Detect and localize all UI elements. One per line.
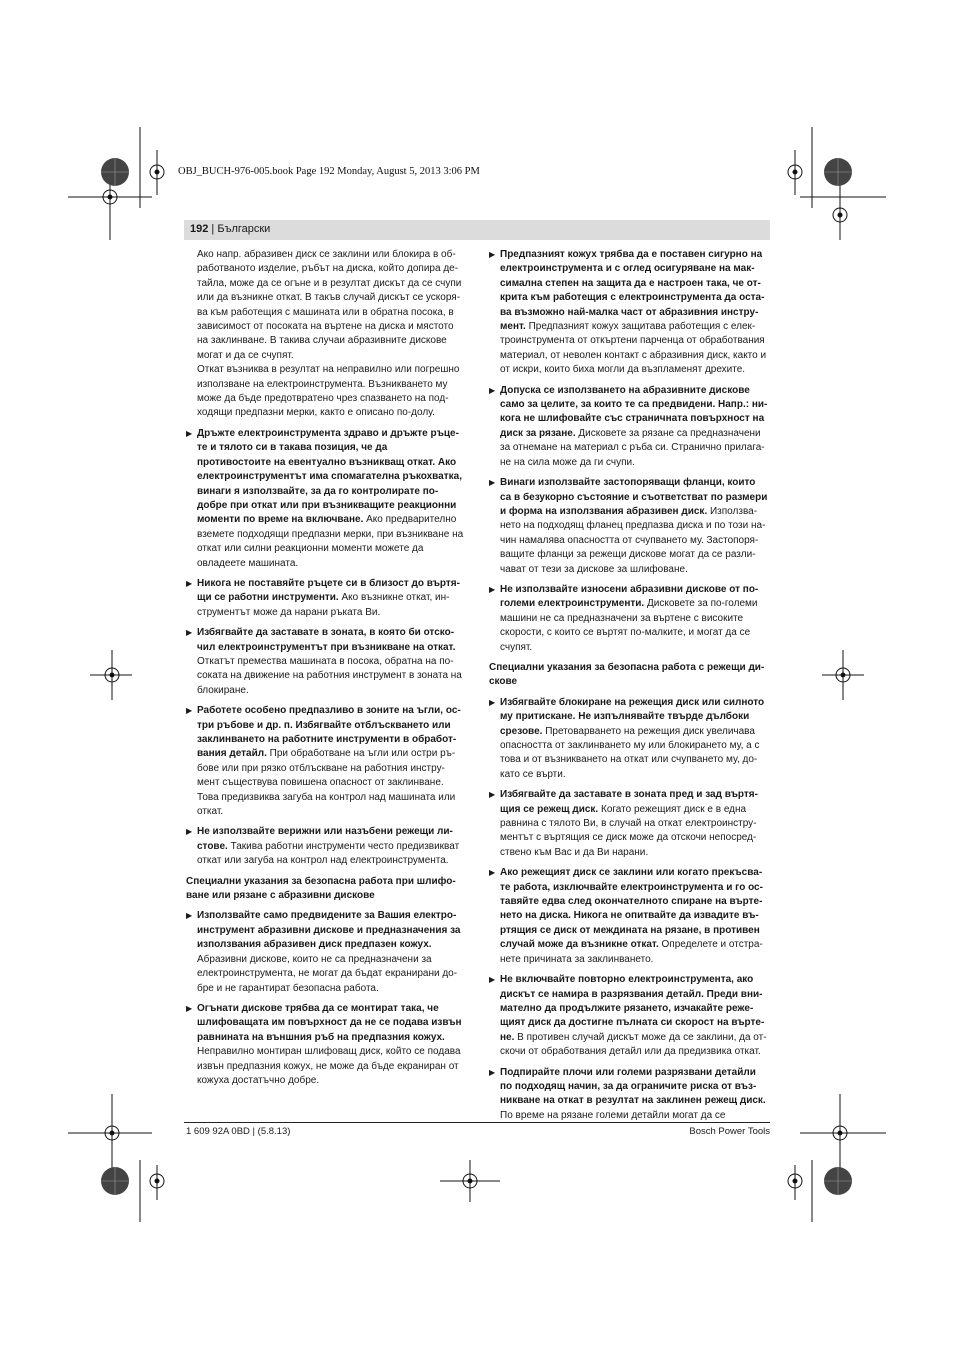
safety-item: ▶ Работете особено предпазливо в зоните на ъгли, остри ръбове и др. п. Избягвайте отблъскването или заклинването на работните инструменти в обработвания детайл. При обработване на ъгли или остри ръбове или при рязко отблъскване на работния инструмент съществува повишена опасност от заклинване. Това предизвиква загуба на контрол над машината или откат. — [186, 704, 464, 819]
intro-paragraph: Откат възниква в резултат на неправилно или погрешно използване на електроинструмента. Възникването му може да бъде предотвратено чрез спазването на подходящи предпазни мерки, както е описано по-долу. — [197, 364, 460, 419]
safety-item: ▶ Не използвайте верижни или назъбени режещи листове. Такива работни инструменти често предизвикват откат или загуба на контрол над електроинструмента. — [186, 825, 464, 868]
safety-item: ▶ Не включвайте повторно електроинструмента, ако дискът се намира в разрязвания детайл. Преди внимателно да продължите рязането, изчакайте режещият диск да достигне пълната си скорост на въртeне. В противен случай дискът може да се заклини, да отскочи от обработвания детайл или да предизвика откат. — [489, 973, 769, 1059]
safety-item: ▶ Подпирайте плочи или големи разрязвани детайли по подходящ начин, за да ограничите риска от възникване на откат в резултат на заклинен режещ диск. По време на рязане големи детайли могат да се — [489, 1066, 769, 1124]
safety-item: ▶ Не използвайте износени абразивни дискове от по-големи електроинструменти. Дисковете за по-големи машини не са предназначени за въртене с високите скорости, с които се въртят по-малките, и могат да се счупят. — [489, 583, 769, 655]
footer-rule — [184, 1122, 770, 1123]
header-language: Български — [217, 223, 271, 235]
safety-item: ▶ Избягвайте да заставате в зоната, в която би отскочил електроинструментът при възникване на откат. Откатът премества машината в посока, обратна на посоката на движение на работния инструмент в зоната на блокиране. — [186, 626, 464, 698]
print-slug: OBJ_BUCH-976-005.book Page 192 Monday, August 5, 2013 3:06 PM — [178, 166, 480, 177]
safety-item: ▶ Никога не поставяйте ръцете си в близост до въртящи се работни инструменти. Ако възникне откат, инструментът може да нарани ръката Ви. — [186, 577, 464, 620]
safety-item: ▶ Огънати дискове трябва да се монтират така, че шлифоващата им повърхност да не се подава извън равнината на външния ръб на предпазния кожух. Неправилно монтиран шлифоващ диск, който се подава извън предпазния кожух, не може да бъде екраниран от кожуха достатъчно добре. — [186, 1002, 464, 1088]
safety-item: ▶ Избягвайте блокиране на режещия диск или силното му притискане. Не изпълнявайте твърде дълбоки срезове. Претоварването на режещия диск увеличава опасността от заклинването му или блокирането му, а с това и от възникването на откат или счупването му, докато се върти. — [489, 696, 769, 782]
section-heading: Специални указания за безопасна работа при шлифоване или рязане с абразивни дискове — [186, 875, 456, 902]
safety-item: ▶ Използвайте само предвидените за Вашия електроинструмент абразивни дискове и предназначения за използвания абразивен диск предпазен кожух. Абразивни дискове, които не са предназначени за електроинструмента, не могат да бъдат екранирани добре и не гарантират безопасна работа. — [186, 909, 464, 995]
section-heading: Специални указания за безопасна работа с режещи дискове — [489, 661, 765, 688]
footer-code: 1 609 92A 0BD | (5.8.13) — [186, 1126, 291, 1137]
page-number: 192 — [190, 223, 209, 235]
footer-brand: Bosch Power Tools — [689, 1126, 770, 1137]
intro-paragraph: Ако напр. абразивен диск се заклини или блокира в обработваното изделие, ръбът на диска, който допира детайла, може да се огъне и в резултат дискът да се счупи или да възникне откат. В такъв случай дискът се ускорява към работещия с машината или в обратна посока, в зависимост от посоката на въртене на диска и мястото на заклинване. В такива случаи абразивните дискове могат и да се счупят. — [197, 249, 462, 361]
left-column — [186, 248, 464, 1094]
safety-item: ▶ Избягвайте да заставате в зоната пред и зад въртящия се режещ диск. Когато режещият диск е в една равнина с тялото Ви, в случай на откат електроинструментът с въртящия се диск може да отскочи непосредствено към Вас и да Ви нарани. — [489, 788, 769, 860]
safety-item: ▶ Дръжте електроинструмента здраво и дръжте ръцете и тялото си в такава позиция, че да противостоите на евентуално възникващ откат. Ако електроинструментът има спомагателна ръкохватка, винаги я използвайте, за да го контролирате по-добре при откат или при възникващите реакционни моменти по време на включване. Ако предварително вземете подходящи предпазни мерки, при възникване на откат или силни реакционни моменти можете да овладеете машината. — [186, 427, 464, 571]
safety-item: ▶ Винаги използвайте застопоряващи фланци, които са в безукорно състояние и съответстват по размери и форма на използвания абразивен диск. Използването на подходящ фланец предпазва диска и по този начин намалява опасността от счупването му. Застопоряващите фланци за режещи дискове могат да се различават от тези за дискове за шлифоване. — [489, 476, 769, 577]
safety-item: ▶ Ако режещият диск се заклини или когато прекъсвате работа, изключвайте електроинструмента и го оставяйте едва след окончателното спиране на въртeнето на диска. Никога не опитвайте да извадите въртящия се диск от междината на рязане, в противен случай може да възникне откат. Определете и отстранете причината за заклинването. — [489, 866, 769, 967]
safety-item: ▶ Допуска се използването на абразивните дискове само за целите, за които те са предвидени. Напр.: никога не шлифовайте със страничната повърхност на диск за рязане. Дисковете за рязане са предназначени за отнемане на материал с ръба си. Странично прилагане на сила може да ги счупи. — [489, 384, 769, 470]
safety-item: ▶ Предпазният кожух трябва да е поставен сигурно на електроинструмента и с оглед осигуряване на максимална степен на защита да е настроен така, че открита към работещия с електроинструмента да остава възможно най-малка част от абразивния инструмент. Предпазният кожух защитава работещия с електроинструмента от откъртени парченца от обработвания материал, от неволен контакт с абразивния диск, както и от искри, които биха могли да възпламенят дрехите. — [489, 248, 769, 378]
page-header: 192 | Български — [184, 220, 770, 240]
right-column — [489, 248, 769, 1129]
